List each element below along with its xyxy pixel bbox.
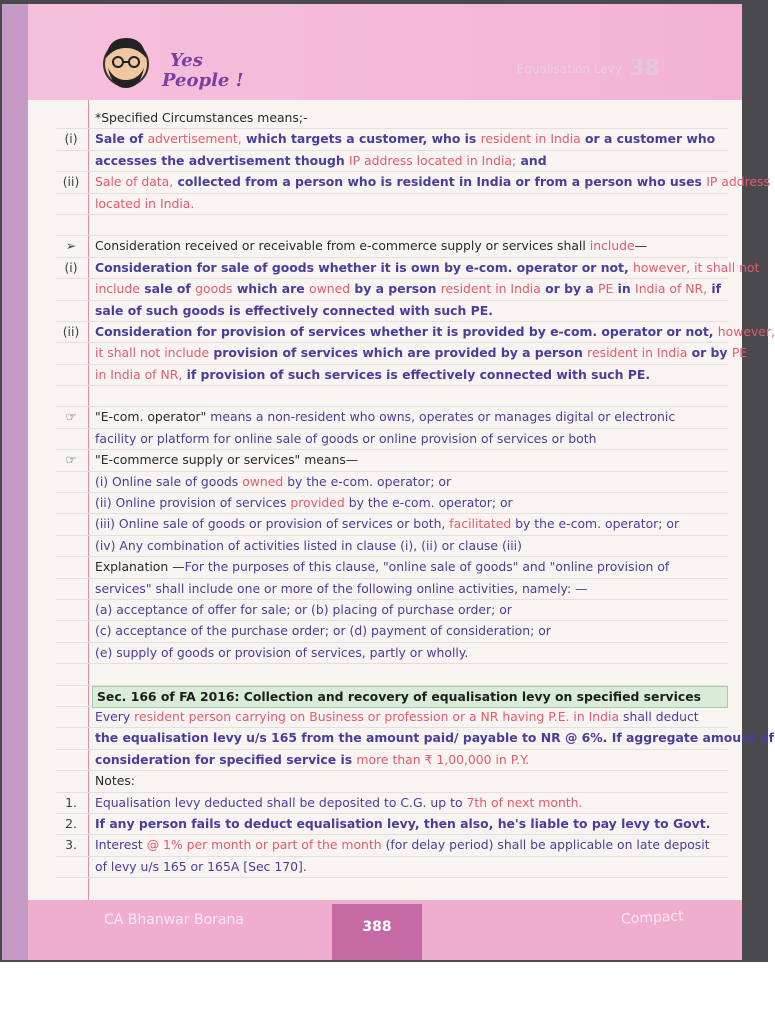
- line-text: [95, 728, 774, 748]
- text-line: [56, 365, 728, 386]
- text-segment: more than ₹ 1,00,000 in P.Y.: [356, 751, 530, 767]
- section-heading: [92, 686, 728, 708]
- text-line: [56, 557, 728, 578]
- text-line: [56, 129, 728, 150]
- text-segment: provided: [290, 495, 345, 511]
- text-segment: "E-commerce supply or services" means—: [95, 452, 359, 468]
- line-text: [95, 621, 551, 641]
- line-text: [95, 557, 669, 577]
- text-line: [56, 429, 728, 450]
- text-line: [56, 835, 728, 856]
- line-text: [95, 814, 710, 834]
- text-segment: India of NR,: [635, 281, 708, 297]
- text-segment: 7th of next month.: [466, 794, 583, 810]
- text-line: [56, 258, 760, 279]
- text-segment: consideration for specified service is: [95, 751, 357, 767]
- text-line: [56, 493, 728, 514]
- line-marker: ☞: [65, 452, 77, 468]
- line-text: [95, 301, 493, 321]
- line-text: [95, 472, 451, 492]
- text-segment: Notes:: [95, 773, 135, 789]
- text-segment: "E-com. operator": [95, 409, 207, 425]
- line-marker: ➢: [65, 238, 77, 254]
- text-segment: of levy u/s 165 or 165A [Sec 170].: [95, 858, 307, 874]
- text-line: [56, 194, 728, 215]
- text-segment: facility or platform for online sale of goods or online provision of services or both: [95, 430, 597, 446]
- text-segment: (ii) Online provision of services: [95, 495, 291, 511]
- line-text: [95, 450, 358, 470]
- text-segment: Consideration received or receivable from e-commerce supply or services shall: [95, 238, 590, 254]
- text-segment: resident in India: [440, 281, 541, 297]
- text-segment: Explanation —: [95, 559, 185, 575]
- text-segment: the equalisation levy u/s 165 from the amount paid/ payable to NR @ 6%. If aggregate amount of: [95, 730, 775, 746]
- text-line: [56, 643, 728, 664]
- text-segment: sale of such goods is effectively connected with such PE.: [95, 302, 493, 318]
- text-segment: accesses the advertisement though: [95, 152, 349, 168]
- text-segment: owned: [242, 473, 284, 489]
- text-line: [56, 814, 728, 835]
- text-segment: @ 1% per month or part of the month: [146, 837, 382, 853]
- line-text: [95, 343, 747, 363]
- text-segment: if provision of such services is effectively connected with such PE.: [182, 366, 651, 382]
- line-text: [95, 493, 513, 513]
- line-text: [95, 707, 699, 727]
- text-segment: (a) acceptance of offer for sale; or (b) placing of purchase order; or: [95, 601, 512, 617]
- line-marker: (i): [64, 131, 78, 147]
- text-line: [56, 600, 728, 621]
- text-segment: (iii) Online sale of goods or provision of services or both,: [95, 516, 450, 532]
- side-strip: [2, 4, 28, 960]
- chapter-number: 38: [629, 56, 660, 81]
- line-text: [95, 151, 547, 171]
- text-line: [56, 343, 748, 364]
- line-text: [95, 279, 721, 299]
- text-line: [56, 407, 728, 428]
- text-segment: by the e-com. operator; or: [344, 495, 513, 511]
- line-marker: 2.: [65, 815, 77, 831]
- text-line: [56, 750, 728, 771]
- line-marker: 1.: [65, 794, 77, 810]
- text-segment: in: [613, 281, 636, 297]
- text-segment: facilitated: [449, 516, 512, 532]
- text-segment: PE: [598, 281, 614, 297]
- text-segment: include: [95, 281, 140, 297]
- text-line: [56, 215, 728, 236]
- text-segment: if: [707, 281, 722, 297]
- text-segment: —: [634, 238, 648, 254]
- logo-text-yes: Yes: [170, 50, 203, 71]
- text-line: [56, 386, 728, 407]
- text-segment: Interest: [95, 837, 147, 853]
- notebook-page: [2, 4, 775, 960]
- text-segment: resident person carrying on Business or profession or a NR having P.E. in India: [134, 708, 620, 724]
- text-segment: resident in India: [587, 345, 688, 361]
- text-segment: IP address located in India;: [348, 152, 517, 168]
- text-segment: Sale of: [95, 131, 148, 147]
- line-marker: (ii): [62, 323, 80, 339]
- text-line: [56, 664, 728, 685]
- text-segment: sale of: [139, 281, 196, 297]
- text-segment: which targets a customer, who is: [241, 131, 481, 147]
- text-segment: however, it shall not: [633, 259, 760, 275]
- text-line: [56, 793, 728, 814]
- text-line: [56, 621, 728, 642]
- text-line: [56, 857, 728, 878]
- text-line: [56, 301, 728, 322]
- book-name: Compact: [620, 908, 685, 928]
- text-segment: shall deduct: [619, 708, 699, 724]
- text-segment: provision of services which are provided by a person: [209, 345, 588, 361]
- line-text: [95, 129, 715, 149]
- line-text: [95, 514, 679, 534]
- text-segment: resident in India: [480, 131, 581, 147]
- text-segment: means a non-resident who owns, operates or manages digital or electronic: [206, 409, 676, 425]
- text-segment: If any person fails to deduct equalisation levy, then also, he's liable to pay levy to Govt.: [95, 815, 711, 831]
- text-segment: (for delay period) shall be applicable on late deposit: [381, 837, 710, 853]
- text-segment: and: [516, 152, 547, 168]
- text-segment: (i) Online sale of goods: [95, 473, 243, 489]
- text-line: [56, 322, 775, 343]
- text-segment: or by: [687, 345, 732, 361]
- text-segment: Consideration for sale of goods whether it is own by e-com. operator or not,: [95, 259, 633, 275]
- text-segment: Sec. 166 of FA 2016: Collection and recovery of equalisation levy on specified services: [97, 688, 702, 704]
- text-line: [56, 450, 728, 471]
- text-segment: advertisement,: [147, 131, 242, 147]
- line-text: [95, 793, 582, 813]
- text-segment: owned: [309, 281, 351, 297]
- line-text: [95, 108, 308, 128]
- text-line: [56, 579, 728, 600]
- text-segment: Equalisation levy deducted shall be deposited to C.G. up to: [95, 794, 467, 810]
- text-segment: For the purposes of this clause, "online sale of goods" and "online provision of: [184, 559, 670, 575]
- line-text: [95, 771, 135, 791]
- text-segment: or a customer who: [580, 131, 716, 147]
- text-segment: by the e-com. operator; or: [511, 516, 680, 532]
- text-segment: collected from a person who is resident in India or from a person who uses: [173, 174, 707, 190]
- text-segment: or by a: [540, 281, 599, 297]
- text-line: [56, 707, 728, 728]
- line-marker: ☞: [65, 409, 77, 425]
- line-text: [95, 172, 770, 192]
- author-name: CA Bhanwar Borana: [104, 912, 244, 928]
- text-segment: (c) acceptance of the purchase order; or (d) payment of consideration; or: [95, 623, 551, 639]
- text-segment: *Specified Circumstances means;-: [95, 110, 308, 125]
- line-text: [95, 322, 775, 342]
- line-text: [95, 579, 587, 599]
- text-segment: goods: [195, 281, 233, 297]
- text-segment: include: [589, 238, 635, 254]
- chapter-title: Equalisation Levy: [516, 62, 622, 76]
- text-segment: Sale of data,: [95, 174, 174, 190]
- line-text: [95, 258, 759, 278]
- text-line: [56, 686, 728, 707]
- text-line: [56, 279, 728, 300]
- line-text: [95, 365, 650, 385]
- text-segment: Consideration for provision of services whether it is provided by e-com. operator or not,: [95, 323, 718, 339]
- text-segment: by the e-com. operator; or: [283, 473, 452, 489]
- line-text: [95, 407, 675, 427]
- line-marker: 3.: [65, 837, 77, 853]
- text-segment: (e) supply of goods or provision of services, partly or wholly.: [95, 644, 469, 660]
- text-line: [56, 236, 728, 257]
- logo-text-people: People !: [162, 70, 244, 91]
- text-line: [56, 514, 728, 535]
- page-number: 388: [332, 904, 422, 960]
- line-text: [95, 857, 307, 877]
- avatar-logo-icon: [98, 32, 154, 92]
- text-segment: PE: [731, 345, 748, 361]
- text-segment: Every: [95, 708, 135, 724]
- text-line: [56, 108, 728, 129]
- line-text: [95, 429, 596, 449]
- text-segment: in India of NR,: [95, 366, 183, 382]
- text-segment: by a person: [350, 281, 441, 297]
- text-line: [56, 172, 770, 193]
- text-segment: (iv) Any combination of activities listed in clause (i), (ii) or clause (iii): [95, 537, 522, 553]
- line-text: [95, 835, 710, 855]
- text-line: [56, 728, 775, 749]
- text-segment: IP address: [706, 174, 770, 190]
- text-line: [56, 536, 728, 557]
- line-text: [95, 536, 522, 556]
- text-segment: however,: [717, 323, 775, 339]
- text-segment: it shall not include: [95, 345, 210, 361]
- line-text: [95, 643, 468, 663]
- line-text: [95, 236, 647, 256]
- text-segment: located in India.: [95, 195, 195, 211]
- line-text: [95, 750, 529, 770]
- text-line: [56, 771, 728, 792]
- text-segment: which are: [232, 281, 309, 297]
- text-line: [56, 472, 728, 493]
- text-segment: services" shall include one or more of the following online activities, namely: —: [95, 580, 588, 596]
- line-text: [95, 194, 194, 214]
- line-text: [95, 600, 512, 620]
- line-marker: (ii): [62, 174, 80, 190]
- text-line: [56, 151, 728, 172]
- page-content: [56, 108, 775, 878]
- line-marker: (i): [64, 259, 78, 275]
